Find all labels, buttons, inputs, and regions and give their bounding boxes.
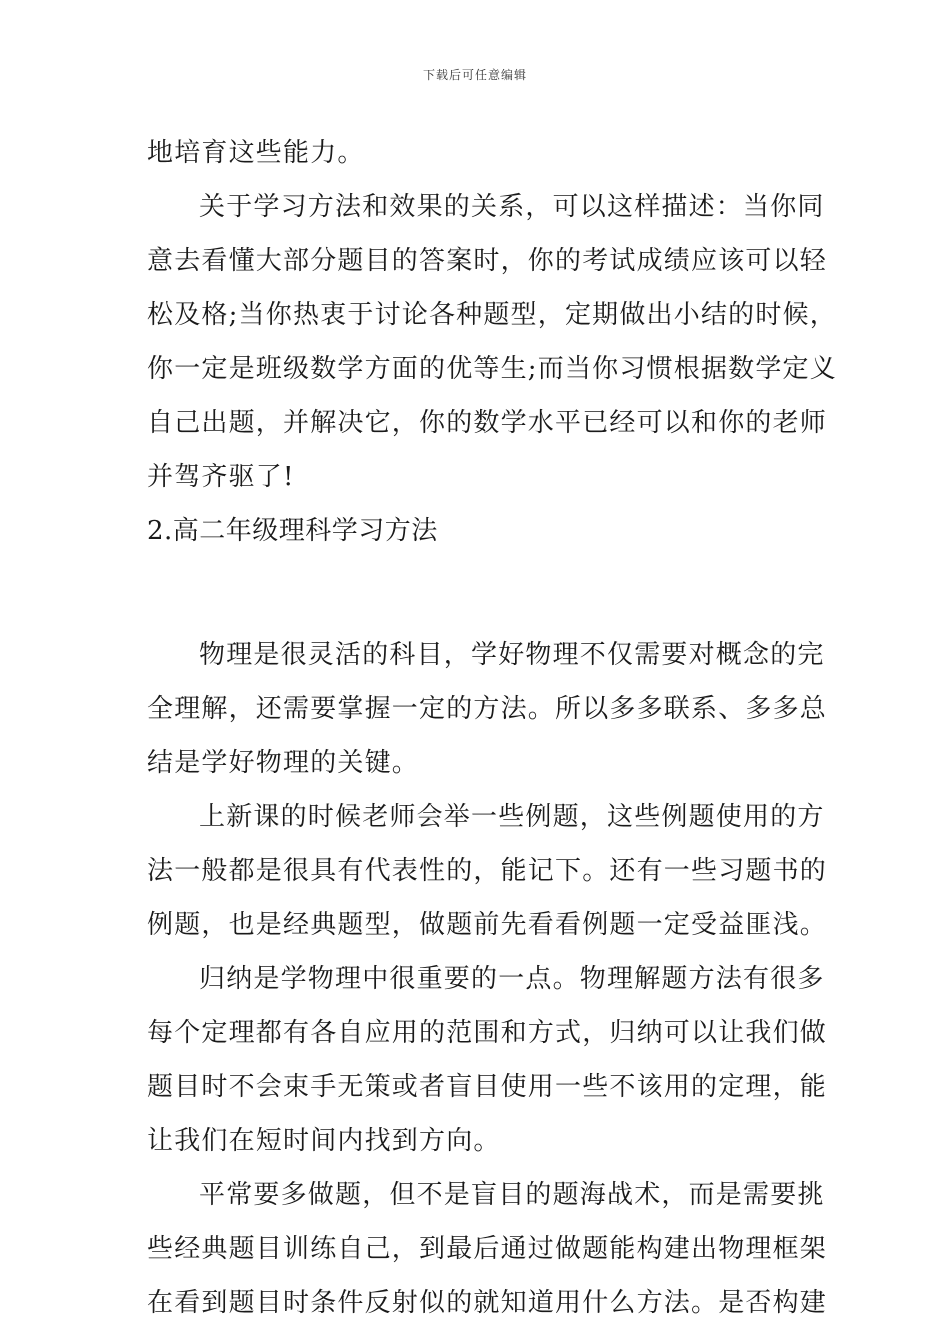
section-spacer — [147, 558, 807, 628]
text-line: 你一定是班级数学方面的优等生;而当你习惯根据数学定义 — [147, 354, 837, 384]
text-line: 并驾齐驱了! — [147, 462, 295, 492]
document-body — [147, 126, 837, 1330]
text-line: 平常要多做题，但不是盲目的题海战术，而是需要挑 — [199, 1180, 825, 1210]
text-line: 在看到题目时条件反射似的就知道用什么方法。是否构建 — [147, 1288, 828, 1318]
paragraph-example-problems — [147, 790, 828, 952]
text-line: 每个定理都有各自应用的范围和方式，归纳可以让我们做 — [147, 1018, 828, 1048]
paragraph-continuation — [147, 126, 807, 180]
page-header: 下载后可任意编辑 — [422, 68, 527, 82]
paragraph-practice — [147, 1168, 828, 1330]
text-line: 全理解，还需要掌握一定的方法。所以多多联系、多多总 — [147, 694, 828, 724]
paragraph-summarizing — [147, 952, 828, 1168]
paragraph-physics-intro — [147, 628, 828, 790]
text-line: 结是学好物理的关键。 — [147, 748, 420, 778]
text-line: 关于学习方法和效果的关系，可以这样描述：当你同 — [199, 192, 825, 222]
section-heading: 2.高二年级理科学习方法 — [147, 516, 438, 546]
text-line: 意去看懂大部分题目的答案时，你的考试成绩应该可以轻 — [147, 246, 828, 276]
paragraph-study-method-effect — [147, 180, 837, 504]
text-line: 些经典题目训练自己，到最后通过做题能构建出物理框架 — [147, 1234, 828, 1264]
text-line: 让我们在短时间内找到方向。 — [147, 1126, 501, 1156]
text-line: 归纳是学物理中很重要的一点。物理解题方法有很多 — [199, 964, 825, 994]
text-line: 题目时不会束手无策或者盲目使用一些不该用的定理，能 — [147, 1072, 828, 1102]
text-line: 自己出题，并解决它，你的数学水平已经可以和你的老师 — [147, 408, 828, 438]
text-line: 法一般都是很具有代表性的，能记下。还有一些习题书的 — [147, 856, 828, 886]
text-line: 物理是很灵活的科目，学好物理不仅需要对概念的完 — [199, 640, 825, 670]
text-line: 松及格;当你热衷于讨论各种题型，定期做出小结的时候， — [147, 300, 837, 330]
text-line: 地培育这些能力。 — [147, 138, 365, 168]
text-line: 例题，也是经典题型，做题前先看看例题一定受益匪浅。 — [147, 910, 828, 940]
text-line: 上新课的时候老师会举一些例题，这些例题使用的方 — [199, 802, 825, 832]
